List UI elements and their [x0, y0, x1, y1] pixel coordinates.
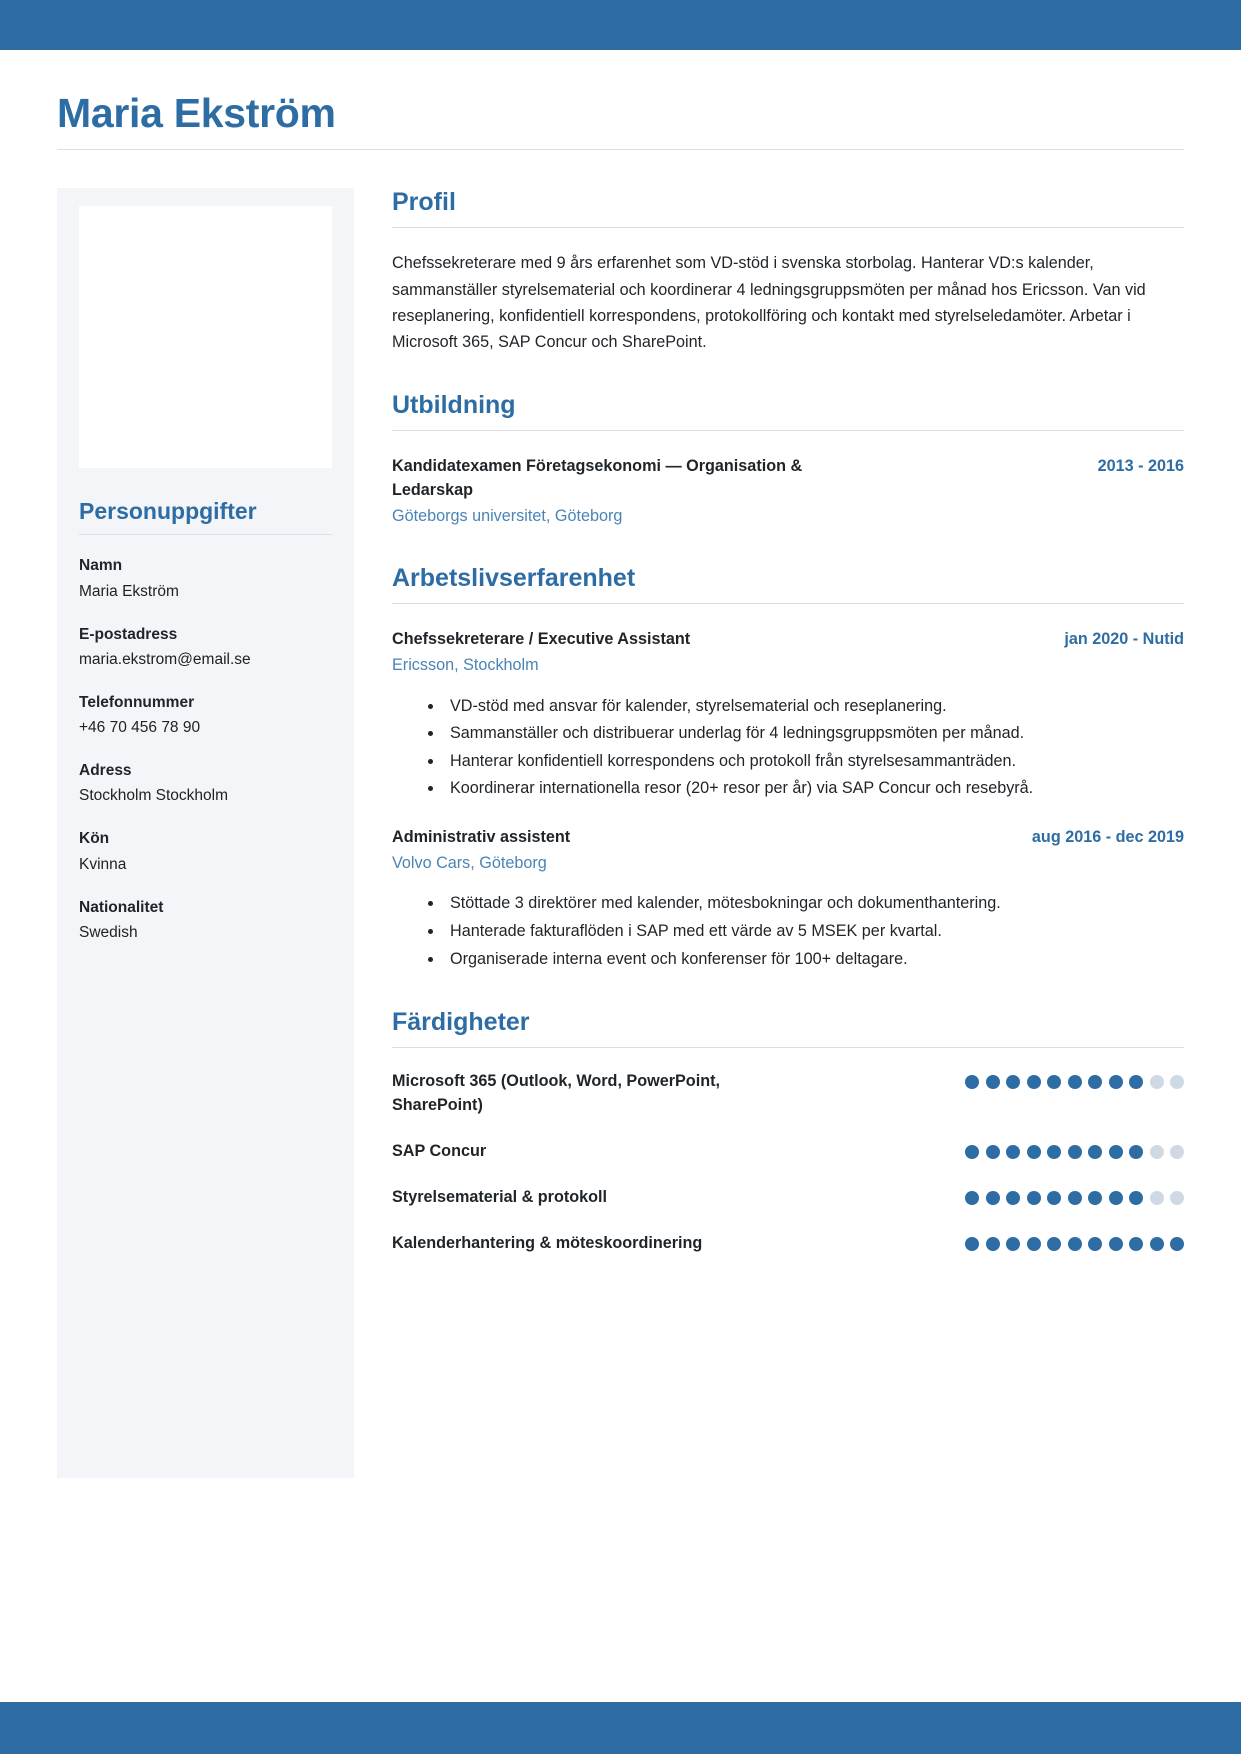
dot-filled-icon	[1150, 1237, 1164, 1251]
dot-empty-icon	[1150, 1075, 1164, 1089]
education-entry	[392, 455, 1184, 528]
education-entry-organization: Göteborgs universitet, Göteborg	[392, 507, 623, 526]
dot-filled-icon	[1088, 1145, 1102, 1159]
experience-entry	[392, 826, 1184, 972]
experience-list	[392, 628, 1184, 972]
personal-details-list	[79, 554, 332, 945]
list-item: • Hanterade fakturaflöden i SAP med ett värde av 5 MSEK per kvartal.	[444, 919, 1184, 945]
personal-detail-value: Stockholm Stockholm	[79, 787, 229, 805]
dot-filled-icon	[1129, 1075, 1143, 1089]
dot-empty-icon	[1170, 1145, 1184, 1159]
skill-level-dots	[965, 1232, 1184, 1251]
dot-filled-icon	[1109, 1075, 1123, 1089]
dot-filled-icon	[986, 1075, 1000, 1089]
list-item: • Organiserade interna event och konferenser för 100+ deltagare.	[444, 947, 1184, 973]
sidebar	[57, 188, 354, 1478]
dot-filled-icon	[965, 1237, 979, 1251]
experience-entry-organization: Ericsson, Stockholm	[392, 656, 539, 675]
dot-filled-icon	[986, 1191, 1000, 1205]
dot-filled-icon	[1047, 1075, 1061, 1089]
skill-row	[392, 1232, 1184, 1256]
dot-filled-icon	[1088, 1237, 1102, 1251]
dot-filled-icon	[1006, 1237, 1020, 1251]
education-list	[392, 455, 1184, 528]
dot-filled-icon	[1027, 1237, 1041, 1251]
dot-filled-icon	[965, 1191, 979, 1205]
page-title: Maria Ekström	[57, 90, 336, 136]
dot-filled-icon	[1006, 1145, 1020, 1159]
personal-detail-value: Swedish	[79, 923, 138, 941]
dot-filled-icon	[1129, 1237, 1143, 1251]
dot-filled-icon	[1047, 1145, 1061, 1159]
dot-filled-icon	[1047, 1191, 1061, 1205]
skill-row	[392, 1186, 1184, 1210]
experience-entry-title: Chefssekreterare / Executive Assistant	[392, 630, 691, 649]
personal-detail-value: +46 70 456 78 90	[79, 719, 201, 737]
personal-detail-item	[79, 554, 332, 603]
skill-name: Styrelsematerial & protokoll	[392, 1188, 608, 1207]
dot-filled-icon	[1170, 1237, 1184, 1251]
skill-name: Microsoft 365 (Outlook, Word, PowerPoint, SharePoint)	[392, 1072, 720, 1115]
list-item: • Stöttade 3 direktörer med kalender, mötesbokningar och dokumenthantering.	[444, 891, 1184, 917]
dot-filled-icon	[1068, 1191, 1082, 1205]
dot-empty-icon	[1170, 1075, 1184, 1089]
personal-detail-label: Telefonnummer	[79, 693, 195, 711]
skill-level-dots	[965, 1186, 1184, 1205]
dot-filled-icon	[965, 1075, 979, 1089]
personal-detail-value: Maria Ekström	[79, 582, 179, 600]
experience-entry-date: aug 2016 - dec 2019	[1031, 828, 1184, 847]
personal-detail-label: Nationalitet	[79, 898, 164, 916]
skill-level-dots	[965, 1070, 1184, 1089]
dot-filled-icon	[1027, 1145, 1041, 1159]
dot-filled-icon	[1129, 1145, 1143, 1159]
education-heading: Utbildning	[392, 391, 1184, 431]
dot-filled-icon	[1047, 1237, 1061, 1251]
dot-filled-icon	[986, 1145, 1000, 1159]
resume-content	[0, 50, 1241, 1702]
personal-detail-label: Kön	[79, 830, 110, 848]
skill-level-dots	[965, 1140, 1184, 1159]
bottom-accent-band	[0, 1702, 1241, 1754]
list-item: • VD-stöd med ansvar för kalender, styrelsematerial och reseplanering.	[444, 694, 1184, 720]
experience-bullet-list	[392, 891, 1184, 972]
personal-detail-label: Namn	[79, 557, 123, 575]
personal-details-heading: Personuppgifter	[79, 498, 332, 535]
experience-entry	[392, 628, 1184, 802]
experience-entry-organization: Volvo Cars, Göteborg	[392, 854, 547, 873]
photo-placeholder	[79, 206, 332, 468]
experience-entry-title: Administrativ assistent	[392, 828, 571, 847]
dot-filled-icon	[1068, 1237, 1082, 1251]
skill-name: Kalenderhantering & möteskoordinering	[392, 1234, 703, 1252]
personal-detail-value: Kvinna	[79, 855, 127, 873]
dot-filled-icon	[1109, 1145, 1123, 1159]
experience-heading: Arbetslivserfarenhet	[392, 564, 1184, 604]
skill-row	[392, 1070, 1184, 1118]
personal-detail-label: E-postadress	[79, 625, 178, 643]
personal-detail-label: Adress	[79, 762, 132, 780]
personal-detail-item	[79, 896, 332, 945]
dot-filled-icon	[1068, 1145, 1082, 1159]
list-item: • Koordinerar internationella resor (20+ resor per år) via SAP Concur och resebyrå.	[444, 776, 1184, 802]
top-accent-band	[0, 0, 1241, 50]
education-entry-date: 2013 - 2016	[1097, 457, 1184, 476]
dot-filled-icon	[1068, 1075, 1082, 1089]
dot-filled-icon	[1088, 1191, 1102, 1205]
experience-entry-date: jan 2020 - Nutid	[1064, 630, 1184, 649]
personal-detail-value: maria.ekstrom@email.se	[79, 650, 251, 668]
two-column-layout	[57, 188, 1184, 1478]
name-header	[57, 50, 1184, 150]
dot-empty-icon	[1150, 1191, 1164, 1205]
skill-name: SAP Concur	[392, 1142, 487, 1161]
list-item: • Sammanställer och distribuerar underlag för 4 ledningsgruppsmöten per månad.	[444, 721, 1184, 747]
dot-filled-icon	[1027, 1075, 1041, 1089]
profile-text: Chefssekreterare med 9 års erfarenhet som VD-stöd i svenska storbolag. Hanterar VD:s kalender, sammanställer styrelsematerial och koordinerar 4 ledningsgruppsmöten per månad hos Ericsson. Van vid reseplanering, konfidentiell korrespondens, protokollföring och kontakt med styrelseledamöter. Arbetar i Microsoft 365, SAP Concur och SharePoint.	[392, 254, 1146, 351]
personal-detail-item	[79, 759, 332, 808]
dot-filled-icon	[986, 1237, 1000, 1251]
dot-empty-icon	[1170, 1191, 1184, 1205]
personal-detail-item	[79, 691, 332, 740]
experience-entry-header	[392, 628, 1184, 652]
dot-filled-icon	[1109, 1191, 1123, 1205]
education-entry-header	[392, 455, 1184, 503]
dot-empty-icon	[1150, 1145, 1164, 1159]
dot-filled-icon	[1006, 1075, 1020, 1089]
experience-bullet-list	[392, 694, 1184, 802]
main-column	[354, 188, 1184, 1256]
profile-heading: Profil	[392, 188, 1184, 228]
education-entry-title: Kandidatexamen Företagsekonomi — Organisation & Ledarskap	[392, 457, 803, 500]
dot-filled-icon	[965, 1145, 979, 1159]
skills-heading: Färdigheter	[392, 1008, 1184, 1048]
dot-filled-icon	[1129, 1191, 1143, 1205]
list-item: • Hanterar konfidentiell korrespondens och protokoll från styrelsesammanträden.	[444, 749, 1184, 775]
dot-filled-icon	[1109, 1237, 1123, 1251]
personal-detail-item	[79, 623, 332, 672]
skills-list	[392, 1070, 1184, 1256]
dot-filled-icon	[1027, 1191, 1041, 1205]
personal-detail-item	[79, 827, 332, 876]
skill-row	[392, 1140, 1184, 1164]
dot-filled-icon	[1088, 1075, 1102, 1089]
experience-entry-header	[392, 826, 1184, 850]
dot-filled-icon	[1006, 1191, 1020, 1205]
